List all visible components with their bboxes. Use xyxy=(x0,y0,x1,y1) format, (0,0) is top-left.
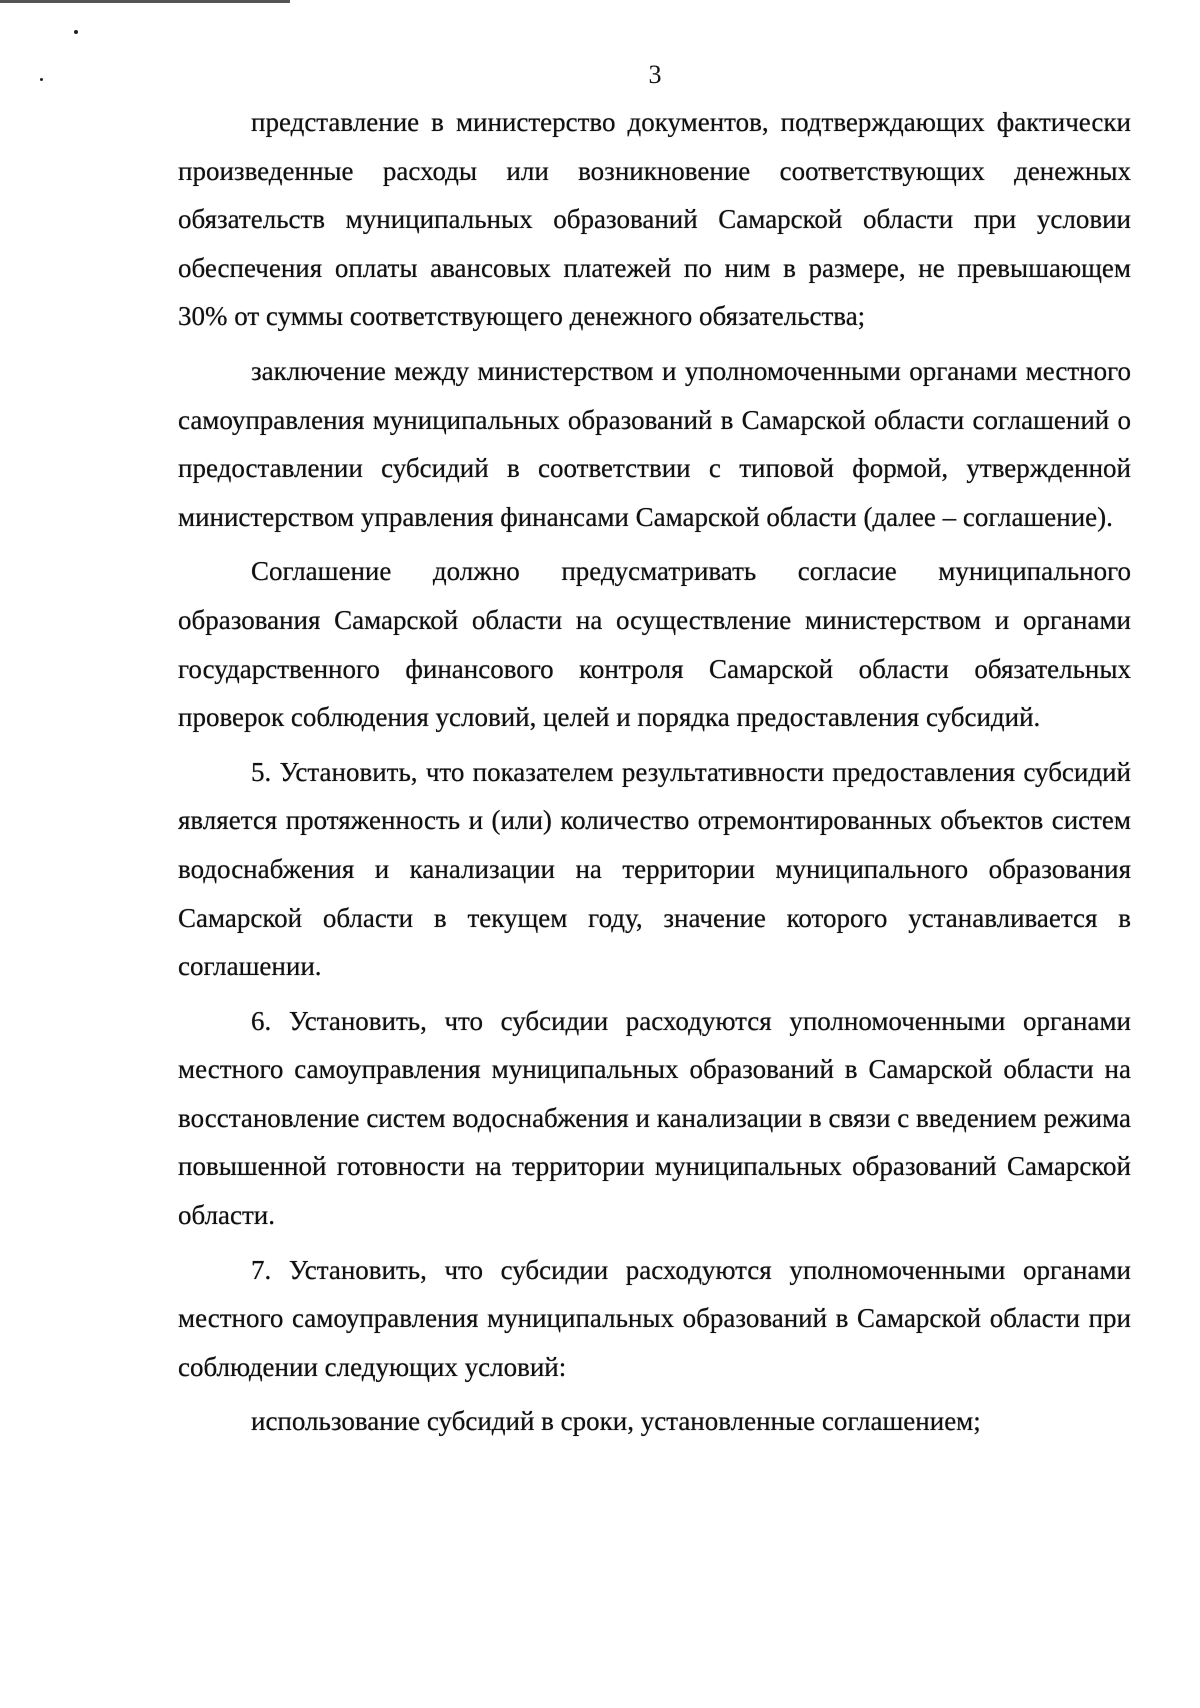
paragraph: 6. Установить, что субсидии расходуются уполномоченными органами местного самоуправления муниципальных образований в Самарской области на восстановление систем водоснабжения и канализации в связи с введением режима повышенной готовности на территории муниципальных образований Самарской области. xyxy=(178,1005,1131,1231)
paragraph: 5. Установить, что показателем результативности предоставления субсидий является протяженность и (или) количество отремонтированных объектов систем водоснабжения и канализации на территории муниципального образования Самарской области в текущем году, значение которого устанавливается в соглашении. xyxy=(178,756,1131,982)
page-number: 3 xyxy=(648,60,662,89)
paragraph: использование субсидий в сроки, установленные соглашением; xyxy=(251,1406,981,1437)
paragraph: 7. Установить, что субсидии расходуются уполномоченными органами местного самоуправления муниципальных образований в Самарской области при соблюдении следующих условий: xyxy=(178,1254,1131,1382)
paragraph: Соглашение должно предусматривать согласие муниципального образования Самарской области на осуществление министерством и органами государственного финансового контроля Самарской области обязательных проверок соблюдения условий, целей и порядка предоставления субсидий. xyxy=(178,556,1131,733)
paragraph: представление в министерство документов, подтверждающих фактически произведенные расходы или возникновение соответствующих денежных обязательств муниципальных образований Самарской области при условии обеспечения оплаты авансовых платежей по ним в размере, не превышающем 30% от суммы соответствующего денежного обязательства; xyxy=(178,107,1131,332)
scan-speck xyxy=(74,30,78,34)
document-body xyxy=(178,98,1131,1452)
paragraph: заключение между министерством и уполномоченными органами местного самоуправления муниципальных образований в Самарской области соглашений о предоставлении субсидий в соответствии с типовой формой, утвержденной министерством управления финансами Самарской области (далее – соглашение). xyxy=(178,355,1131,532)
scan-edge-mark xyxy=(0,0,290,3)
